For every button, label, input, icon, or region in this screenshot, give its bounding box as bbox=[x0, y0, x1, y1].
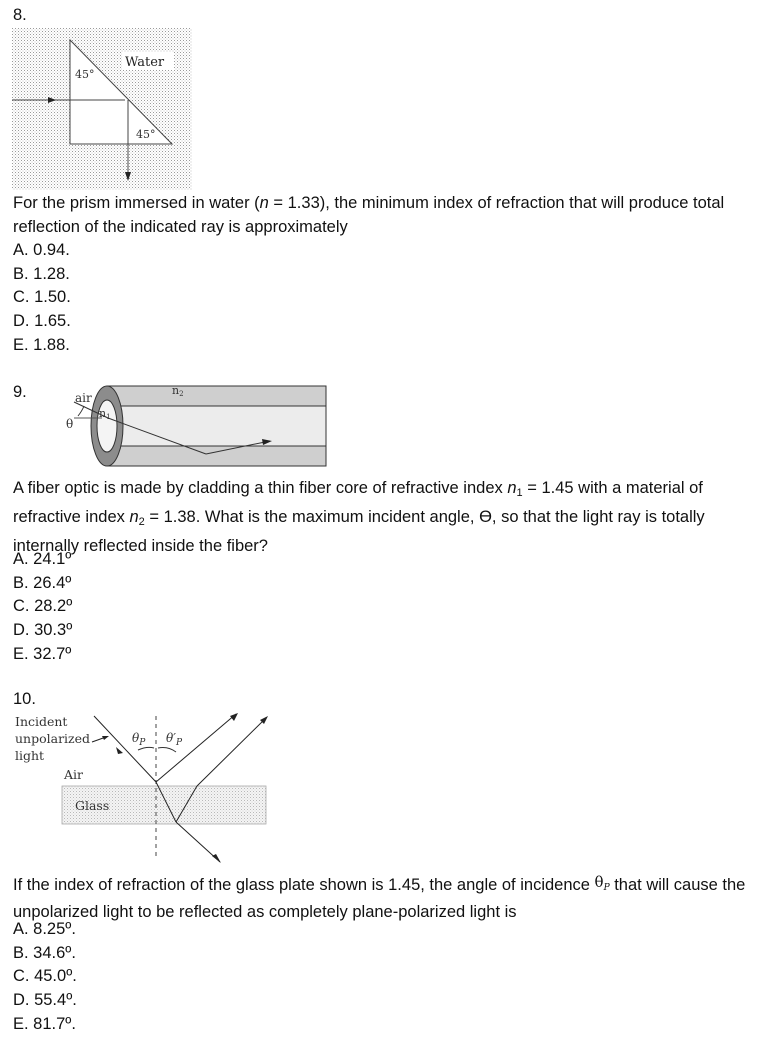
option-a[interactable]: A. 8.25º. bbox=[13, 920, 76, 938]
option-c[interactable]: C. 45.0º. bbox=[13, 967, 77, 986]
option-d[interactable]: D. 55.4º. bbox=[13, 991, 77, 1010]
option-c[interactable]: C. 28.2º bbox=[13, 597, 73, 616]
question-10-stem: If the index of refraction of the glass plate shown is 1.45, the angle of incidence θP that will cause the unpolarized light to be reflected as completely plane-polarized light is bbox=[13, 873, 746, 921]
theta-arc bbox=[78, 406, 84, 416]
question-9-number: 9. bbox=[13, 383, 27, 401]
option-b[interactable]: B. 1.28. bbox=[13, 264, 70, 283]
polarization-figure bbox=[10, 710, 272, 868]
air-label: Air bbox=[64, 767, 84, 782]
fiber-core bbox=[107, 406, 326, 446]
prism-figure bbox=[12, 28, 192, 190]
question-9-stem: A fiber optic is made by cladding a thin fiber core of refractive index $n_1 = 1.45$ with a material of refractive index $n_2 = 1.38$. What is the maximum incident angle, ϴ, so that the light ray is totally internally reflected inside the fiber? bbox=[13, 479, 705, 555]
option-c[interactable]: C. 1.50. bbox=[13, 288, 71, 307]
question-8-stem: For the prism immersed in water (n = 1.33), the minimum index of refraction that will produce total reflection of the indicated ray is approximately bbox=[13, 194, 725, 236]
incident-label-2: unpolarized bbox=[15, 731, 91, 746]
angle-top-label: 45° bbox=[75, 68, 95, 81]
water-label: Water bbox=[125, 55, 165, 70]
n2-label: n2 bbox=[172, 384, 184, 398]
incident-label-3: light bbox=[15, 748, 45, 763]
fiber-optic-figure bbox=[60, 384, 332, 472]
option-e[interactable]: E. 81.7º. bbox=[13, 1014, 76, 1033]
glass-label: Glass bbox=[75, 798, 110, 813]
reflected-arrow bbox=[230, 713, 238, 721]
option-d[interactable]: D. 30.3º bbox=[13, 621, 73, 640]
option-b[interactable]: B. 34.6º. bbox=[13, 943, 76, 962]
option-a[interactable]: A. 0.94. bbox=[13, 241, 70, 259]
transmitted-arrow bbox=[212, 854, 221, 863]
option-d[interactable]: D. 1.65. bbox=[13, 312, 71, 331]
option-b[interactable]: B. 26.4º bbox=[13, 573, 72, 592]
question-10-number: 10. bbox=[13, 690, 36, 708]
option-e[interactable]: E. 1.88. bbox=[13, 335, 70, 354]
incident-label-1: Incident bbox=[15, 714, 68, 729]
question-10-options bbox=[13, 918, 77, 1036]
theta-p-label: $\theta_P$ bbox=[132, 731, 146, 748]
air-label: air bbox=[75, 391, 92, 405]
angle-bottom-label: 45° bbox=[136, 128, 156, 141]
theta-label: θ bbox=[66, 417, 74, 431]
question-8-number: 8. bbox=[13, 6, 27, 24]
n1-label: n1 bbox=[99, 407, 111, 421]
label-pointer-arrow bbox=[102, 736, 109, 740]
question-9-options bbox=[13, 548, 72, 666]
option-a[interactable]: A. 24.1º bbox=[13, 550, 72, 568]
question-8-options bbox=[13, 239, 71, 357]
exit-reflected-ray bbox=[197, 718, 266, 786]
incident-ray bbox=[94, 716, 156, 782]
theta-p-prime-label: $\theta'_P$ bbox=[166, 731, 183, 748]
incident-arrow bbox=[116, 747, 123, 754]
theta-p-prime-arc bbox=[158, 748, 176, 753]
option-e[interactable]: E. 32.7º bbox=[13, 644, 72, 663]
